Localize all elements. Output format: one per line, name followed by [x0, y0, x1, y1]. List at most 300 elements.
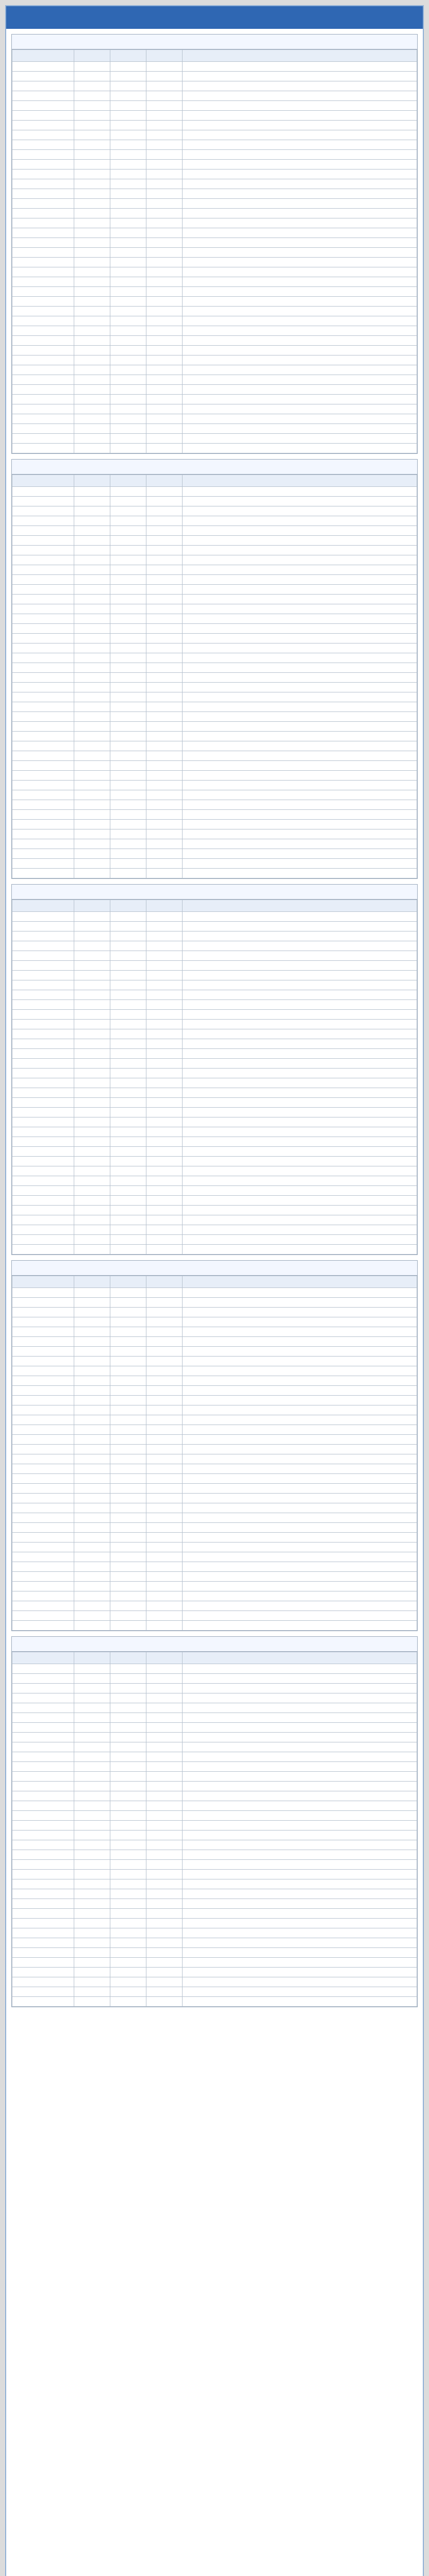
table-cell — [183, 375, 417, 385]
table-cell — [110, 160, 146, 170]
table-cell — [110, 604, 146, 614]
table-cell — [110, 1176, 146, 1186]
table-cell — [12, 218, 74, 228]
table-row — [12, 1127, 417, 1137]
table-cell — [183, 1977, 417, 1987]
table-cell — [110, 1938, 146, 1948]
table-cell — [74, 1415, 110, 1425]
table-cell — [110, 634, 146, 643]
table-cell — [12, 1425, 74, 1435]
table-cell — [12, 781, 74, 790]
table-row — [12, 1166, 417, 1176]
table-cell — [12, 1039, 74, 1049]
table-row — [12, 1938, 417, 1948]
table-row — [12, 829, 417, 839]
table-cell — [110, 1445, 146, 1454]
table-cell — [12, 790, 74, 800]
table-cell — [74, 1703, 110, 1713]
table-cell — [183, 1723, 417, 1733]
table-cell — [110, 1376, 146, 1386]
table-cell — [110, 1010, 146, 1020]
table-cell — [74, 1147, 110, 1157]
table-cell — [183, 1337, 417, 1347]
table-row — [12, 1059, 417, 1069]
table-cell — [74, 912, 110, 922]
table-cell — [146, 1176, 183, 1186]
table-cell — [110, 1958, 146, 1968]
table-cell — [183, 800, 417, 810]
table-cell — [110, 91, 146, 101]
table-cell — [146, 62, 183, 72]
table-cell — [183, 277, 417, 287]
table-cell — [12, 829, 74, 839]
table-row — [12, 316, 417, 326]
table-cell — [183, 1591, 417, 1601]
table-row — [12, 1078, 417, 1088]
table-row — [12, 1870, 417, 1879]
table-row — [12, 912, 417, 922]
table-cell — [110, 414, 146, 424]
table-cell — [110, 1069, 146, 1078]
table-row — [12, 1376, 417, 1386]
table-cell — [74, 624, 110, 634]
table-row — [12, 1049, 417, 1059]
table-cell — [146, 336, 183, 346]
table-cell — [12, 316, 74, 326]
table-header-row — [12, 1652, 417, 1664]
table-cell — [74, 1386, 110, 1396]
table-cell — [12, 297, 74, 307]
table-cell — [146, 1386, 183, 1396]
table-row — [12, 1977, 417, 1987]
table-cell — [12, 1396, 74, 1405]
table-cell — [12, 732, 74, 741]
table-cell — [146, 585, 183, 595]
table-cell — [12, 1997, 74, 2007]
table-cell — [183, 1552, 417, 1562]
table-cell — [183, 1772, 417, 1782]
table-cell — [74, 199, 110, 209]
table-cell — [183, 1078, 417, 1088]
table-row — [12, 820, 417, 829]
table-cell — [110, 1997, 146, 2007]
table-cell — [12, 1059, 74, 1069]
table-row — [12, 1415, 417, 1425]
table-cell — [183, 130, 417, 140]
table-cell — [110, 506, 146, 516]
table-cell — [183, 1245, 417, 1255]
table-cell — [146, 1742, 183, 1752]
table-cell — [183, 1386, 417, 1396]
table-cell — [12, 1357, 74, 1366]
table-cell — [110, 624, 146, 634]
table-cell — [74, 248, 110, 258]
table-cell — [12, 1733, 74, 1742]
table-header-cell — [74, 1652, 110, 1664]
table-cell — [74, 1445, 110, 1454]
table-cell — [12, 1723, 74, 1733]
table-cell — [12, 209, 74, 218]
table-cell — [183, 1396, 417, 1405]
table-row — [12, 683, 417, 692]
table-cell — [74, 1405, 110, 1415]
table-row — [12, 346, 417, 355]
table-header-cell — [146, 1652, 183, 1664]
table-cell — [74, 1723, 110, 1733]
table-cell — [110, 1762, 146, 1772]
table-cell — [146, 1821, 183, 1831]
table-row — [12, 1840, 417, 1850]
table-cell — [74, 111, 110, 121]
table-cell — [183, 1347, 417, 1357]
table-cell — [110, 355, 146, 365]
table-cell — [110, 1591, 146, 1601]
table-row — [12, 1503, 417, 1513]
table-header-row — [12, 50, 417, 62]
table-cell — [110, 1039, 146, 1049]
table-cell — [74, 1049, 110, 1059]
table-cell — [110, 516, 146, 526]
table-cell — [146, 702, 183, 712]
table-cell — [146, 1000, 183, 1010]
table-cell — [12, 1215, 74, 1225]
table-cell — [110, 297, 146, 307]
table-cell — [110, 761, 146, 771]
table-cell — [183, 316, 417, 326]
table-cell — [146, 692, 183, 702]
table-cell — [12, 751, 74, 761]
table-cell — [110, 1562, 146, 1572]
table-cell — [146, 1357, 183, 1366]
table-cell — [146, 1762, 183, 1772]
table-cell — [183, 1327, 417, 1337]
table-cell — [183, 941, 417, 951]
table-cell — [110, 692, 146, 702]
table-cell — [74, 1245, 110, 1255]
table-cell — [146, 761, 183, 771]
table-cell — [146, 1069, 183, 1078]
table-cell — [146, 839, 183, 849]
table-row — [12, 238, 417, 248]
table-row — [12, 1948, 417, 1958]
table-row — [12, 1176, 417, 1186]
table-cell — [110, 101, 146, 111]
table-cell — [110, 1357, 146, 1366]
table-cell — [183, 961, 417, 971]
table-cell — [110, 179, 146, 189]
table-cell — [74, 1000, 110, 1010]
table-cell — [146, 121, 183, 130]
table-cell — [74, 1562, 110, 1572]
table-cell — [146, 1147, 183, 1157]
table-cell — [146, 1684, 183, 1693]
table-cell — [12, 1664, 74, 1674]
table-cell — [146, 790, 183, 800]
table-cell — [12, 614, 74, 624]
table-cell — [183, 1860, 417, 1870]
table-row — [12, 1909, 417, 1919]
table-cell — [146, 238, 183, 248]
table-cell — [12, 424, 74, 434]
table-cell — [183, 673, 417, 683]
table-cell — [74, 1425, 110, 1435]
table-header-cell — [146, 1276, 183, 1288]
table-cell — [110, 1474, 146, 1484]
table-cell — [12, 336, 74, 346]
table-row — [12, 307, 417, 316]
table-cell — [183, 307, 417, 316]
table-row — [12, 267, 417, 277]
table-cell — [110, 1157, 146, 1166]
table-cell — [12, 385, 74, 395]
table-cell — [183, 1831, 417, 1840]
table-cell — [12, 444, 74, 453]
table-cell — [74, 829, 110, 839]
table-cell — [183, 683, 417, 692]
table-row — [12, 140, 417, 150]
table-header-cell — [12, 1276, 74, 1288]
table-cell — [110, 189, 146, 199]
table-cell — [183, 424, 417, 434]
table-cell — [110, 1752, 146, 1762]
table-cell — [12, 1137, 74, 1147]
table-cell — [12, 1308, 74, 1317]
table-cell — [74, 385, 110, 395]
table-cell — [146, 829, 183, 839]
table-cell — [110, 1948, 146, 1958]
table-cell — [110, 1621, 146, 1631]
table-cell — [74, 150, 110, 160]
table-cell — [74, 1215, 110, 1225]
table-cell — [12, 1552, 74, 1562]
table-cell — [12, 1850, 74, 1860]
table-cell — [12, 1098, 74, 1108]
table-cell — [146, 179, 183, 189]
table-cell — [183, 1582, 417, 1591]
table-row — [12, 1020, 417, 1029]
table-cell — [74, 258, 110, 267]
table-cell — [146, 683, 183, 692]
table-cell — [110, 1860, 146, 1870]
table-row — [12, 1674, 417, 1684]
table-row — [12, 1029, 417, 1039]
table-cell — [110, 1166, 146, 1176]
table-cell — [74, 1664, 110, 1674]
table-cell — [12, 1288, 74, 1298]
table-cell — [183, 1117, 417, 1127]
table-cell — [12, 1117, 74, 1127]
table-cell — [146, 487, 183, 497]
price-section — [11, 884, 418, 1255]
table-cell — [12, 277, 74, 287]
table-cell — [110, 424, 146, 434]
table-row — [12, 1464, 417, 1474]
table-row — [12, 761, 417, 771]
table-cell — [183, 1850, 417, 1860]
table-cell — [74, 1376, 110, 1386]
table-cell — [74, 585, 110, 595]
table-row — [12, 1889, 417, 1899]
table-cell — [74, 101, 110, 111]
table-cell — [146, 722, 183, 732]
price-table — [12, 1276, 417, 1631]
table-cell — [110, 346, 146, 355]
table-cell — [74, 189, 110, 199]
table-cell — [110, 111, 146, 121]
table-row — [12, 1357, 417, 1366]
table-row — [12, 1693, 417, 1703]
table-row — [12, 1831, 417, 1840]
table-cell — [183, 267, 417, 277]
table-cell — [12, 1987, 74, 1997]
table-cell — [74, 277, 110, 287]
table-cell — [146, 961, 183, 971]
table-cell — [12, 1000, 74, 1010]
table-cell — [12, 741, 74, 751]
table-cell — [183, 1000, 417, 1010]
table-cell — [183, 1415, 417, 1425]
table-cell — [183, 751, 417, 761]
table-cell — [12, 1147, 74, 1157]
table-header-cell — [74, 900, 110, 912]
table-row — [12, 1684, 417, 1693]
table-cell — [146, 800, 183, 810]
table-row — [12, 702, 417, 712]
table-cell — [183, 1176, 417, 1186]
table-cell — [74, 595, 110, 604]
table-cell — [110, 1772, 146, 1782]
table-cell — [12, 820, 74, 829]
table-cell — [12, 170, 74, 179]
table-cell — [12, 1415, 74, 1425]
table-cell — [110, 140, 146, 150]
table-row — [12, 1308, 417, 1317]
table-cell — [12, 1435, 74, 1445]
table-cell — [12, 189, 74, 199]
table-cell — [12, 91, 74, 101]
table-cell — [110, 1674, 146, 1684]
table-cell — [110, 1049, 146, 1059]
table-cell — [12, 1870, 74, 1879]
table-header-cell — [74, 1276, 110, 1288]
table-cell — [110, 931, 146, 941]
table-cell — [146, 971, 183, 980]
table-cell — [110, 1821, 146, 1831]
table-cell — [183, 722, 417, 732]
table-cell — [74, 722, 110, 732]
table-cell — [74, 761, 110, 771]
table-cell — [74, 604, 110, 614]
table-cell — [12, 1742, 74, 1752]
table-row — [12, 732, 417, 741]
table-cell — [146, 1108, 183, 1117]
table-cell — [12, 990, 74, 1000]
table-header-row — [12, 1276, 417, 1288]
table-cell — [146, 1860, 183, 1870]
table-cell — [146, 536, 183, 546]
table-row — [12, 1801, 417, 1811]
table-row — [12, 1713, 417, 1723]
table-cell — [74, 1357, 110, 1366]
table-cell — [183, 1357, 417, 1366]
table-cell — [146, 1464, 183, 1474]
table-cell — [183, 810, 417, 820]
table-cell — [146, 1098, 183, 1108]
table-cell — [183, 1206, 417, 1215]
table-cell — [110, 961, 146, 971]
table-cell — [110, 1347, 146, 1357]
table-cell — [146, 653, 183, 663]
table-row — [12, 1762, 417, 1772]
table-cell — [183, 536, 417, 546]
table-row — [12, 111, 417, 121]
table-cell — [12, 238, 74, 248]
table-row — [12, 404, 417, 414]
table-row — [12, 1513, 417, 1523]
table-cell — [110, 980, 146, 990]
table-cell — [74, 1166, 110, 1176]
table-cell — [12, 1977, 74, 1987]
table-cell — [110, 849, 146, 859]
table-cell — [146, 444, 183, 453]
table-cell — [74, 307, 110, 316]
table-row — [12, 1000, 417, 1010]
table-cell — [146, 1523, 183, 1533]
table-cell — [146, 1870, 183, 1879]
table-cell — [146, 1664, 183, 1674]
table-cell — [110, 1791, 146, 1801]
table-cell — [183, 72, 417, 81]
table-row — [12, 1611, 417, 1621]
table-row — [12, 248, 417, 258]
table-row — [12, 91, 417, 101]
table-cell — [12, 771, 74, 781]
price-table — [12, 900, 417, 1255]
table-row — [12, 101, 417, 111]
table-cell — [12, 1474, 74, 1484]
table-cell — [183, 1791, 417, 1801]
table-row — [12, 326, 417, 336]
table-cell — [12, 624, 74, 634]
table-cell — [183, 1049, 417, 1059]
table-cell — [183, 1997, 417, 2007]
table-cell — [110, 643, 146, 653]
table-cell — [146, 673, 183, 683]
table-cell — [74, 424, 110, 434]
table-cell — [12, 1010, 74, 1020]
table-cell — [146, 1733, 183, 1742]
table-cell — [12, 1889, 74, 1899]
table-cell — [146, 849, 183, 859]
table-cell — [74, 1987, 110, 1997]
table-cell — [183, 1445, 417, 1454]
table-cell — [12, 1445, 74, 1454]
table-row — [12, 209, 417, 218]
table-cell — [74, 1108, 110, 1117]
table-row — [12, 722, 417, 732]
table-cell — [146, 922, 183, 931]
table-cell — [183, 1752, 417, 1762]
table-header-row — [12, 475, 417, 487]
table-cell — [110, 1308, 146, 1317]
table-cell — [110, 1127, 146, 1137]
table-cell — [183, 869, 417, 878]
table-cell — [74, 1366, 110, 1376]
table-cell — [74, 1879, 110, 1889]
table-cell — [110, 1000, 146, 1010]
table-cell — [74, 849, 110, 859]
table-cell — [74, 790, 110, 800]
